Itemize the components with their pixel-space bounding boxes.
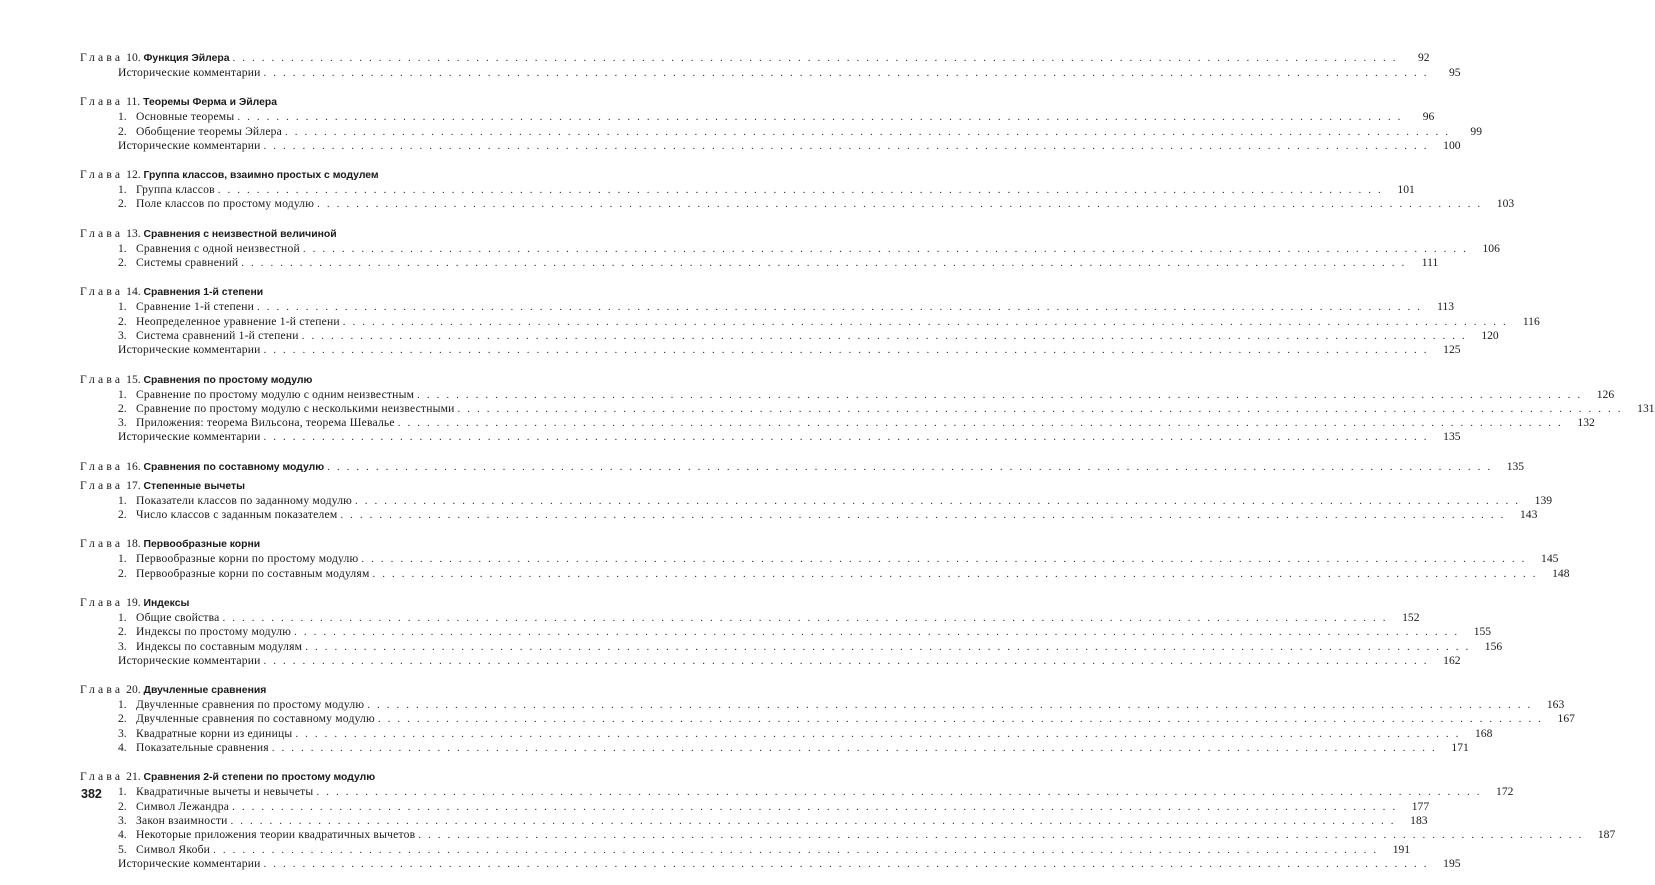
leader-dots: ........................................................................................................................ xyxy=(232,52,1403,64)
chapter-title: Сравнения 2-й степени по простому модулю xyxy=(143,772,376,784)
chapter-label: Глава xyxy=(80,168,124,182)
entry-number: 2. xyxy=(118,197,127,211)
chapter-heading-text xyxy=(80,372,312,388)
leader-dots: ........................................................................................................................ xyxy=(316,786,1487,799)
entry-title: Символ Лежандра xyxy=(136,799,230,813)
entry-page: 148 xyxy=(1552,566,1570,580)
chapter-label: Глава xyxy=(80,459,124,473)
chapter-section xyxy=(80,284,1540,357)
entry-page: 103 xyxy=(1496,197,1515,211)
chapter-section xyxy=(80,226,1500,271)
chapter-heading xyxy=(80,459,1525,475)
entry-number: 2. xyxy=(118,401,127,415)
chapter-heading-text xyxy=(80,595,189,611)
entry-title: Сравнение 1-й степени xyxy=(136,300,255,314)
leader-dots: ........................................................................................................................ xyxy=(397,417,1568,430)
entry-title: Исторические комментарии xyxy=(118,653,261,667)
toc-entry xyxy=(80,343,1461,357)
entry-page: 125 xyxy=(1443,343,1461,357)
chapter-section xyxy=(80,167,1515,212)
chapter-heading-text xyxy=(80,536,260,552)
chapter-section xyxy=(80,372,1655,445)
entry-number: 3. xyxy=(118,328,127,342)
chapter-title: Степенные вычеты xyxy=(143,480,245,492)
entry-title: Индексы по составным модулям xyxy=(136,639,303,653)
toc-entry xyxy=(80,625,1492,639)
entry-page: 187 xyxy=(1597,828,1616,842)
leader-dots: ........................................................................................................................ xyxy=(213,843,1384,856)
chapter-heading-text xyxy=(80,94,277,110)
entry-page: 101 xyxy=(1397,183,1415,197)
entry-title: Квадратные корни из единицы xyxy=(136,726,293,740)
entry-number: 2. xyxy=(118,712,127,726)
entry-number: 3. xyxy=(118,416,127,430)
leader-dots: ........................................................................................................................ xyxy=(263,857,1434,870)
entry-title: Закон взаимности xyxy=(136,813,228,827)
toc-entry xyxy=(80,566,1570,581)
entry-page: 152 xyxy=(1402,610,1420,624)
chapter-title: Группа классов, взаимно простых с модулем xyxy=(143,170,379,182)
leader-dots: ........................................................................................................................ xyxy=(263,654,1434,667)
entry-page: 171 xyxy=(1451,741,1469,755)
chapter-heading xyxy=(80,94,544,110)
leader-dots: ........................................................................................................................ xyxy=(305,640,1476,653)
entry-page: 168 xyxy=(1474,726,1493,740)
entry-page: 96 xyxy=(1422,110,1435,124)
leader-dots: ........................................................................................................................ xyxy=(340,509,1511,522)
entry-page: 143 xyxy=(1519,508,1538,522)
entry-title: Основные теоремы xyxy=(136,110,235,124)
entry-page: 167 xyxy=(1557,712,1575,726)
toc-entry xyxy=(80,799,1430,814)
chapter-label: Глава xyxy=(80,95,124,109)
toc-entry xyxy=(80,328,1499,343)
entry-number: 1. xyxy=(118,110,127,124)
entry-number: 2. xyxy=(118,508,127,522)
entry-number: 2. xyxy=(118,124,127,138)
toc-entry xyxy=(80,138,1461,153)
entry-page: 120 xyxy=(1481,328,1499,342)
entry-page: 99 xyxy=(1470,124,1483,138)
entry-number: 2. xyxy=(118,625,127,639)
chapter-number: 12. xyxy=(126,168,141,182)
chapter-label: Глава xyxy=(80,226,124,240)
entry-number: 1. xyxy=(118,241,127,255)
chapter-label: Глава xyxy=(80,683,124,697)
toc-entry xyxy=(80,416,1595,430)
entry-number: 1. xyxy=(118,300,127,314)
entry-title: Число классов с заданным показателем xyxy=(136,508,338,522)
entry-number: 1. xyxy=(118,698,127,712)
entry-page: 183 xyxy=(1410,813,1428,827)
entry-page: 139 xyxy=(1534,493,1553,507)
entry-title: Неопределенное уравнение 1-й степени xyxy=(136,314,340,328)
chapter-label: Глава xyxy=(80,285,124,299)
toc-entry xyxy=(80,842,1411,857)
chapter-heading xyxy=(80,595,544,611)
entry-page: 195 xyxy=(1443,856,1461,870)
entry-page: 116 xyxy=(1522,314,1540,328)
toc-entry xyxy=(80,197,1515,211)
chapter-heading-text xyxy=(80,50,230,66)
entry-page: 95 xyxy=(1448,66,1461,79)
entry-number: 1. xyxy=(118,493,127,507)
chapter-number: 16. xyxy=(126,459,141,473)
page-number: 382 xyxy=(81,787,102,801)
entry-title: Символ Якоби xyxy=(136,842,211,856)
entry-page: 135 xyxy=(1443,430,1461,444)
entry-title: Поле классов по простому модулю xyxy=(136,197,315,211)
chapter-heading xyxy=(80,226,544,242)
chapter-section xyxy=(80,94,1483,153)
entry-page: 132 xyxy=(1577,416,1595,430)
chapter-title: Двучленные сравнения xyxy=(143,685,267,697)
entry-number: 1. xyxy=(118,610,127,624)
entry-title: Первообразные корни по простому модулю xyxy=(136,552,359,566)
entry-number: 1. xyxy=(118,387,127,401)
chapter-page: 92 xyxy=(1417,51,1430,64)
chapter-heading xyxy=(80,50,1430,66)
chapter-number: 19. xyxy=(126,595,141,609)
leader-dots: ........................................................................................................................ xyxy=(217,184,1388,197)
chapter-section xyxy=(80,478,1553,523)
entry-page: 145 xyxy=(1541,552,1559,566)
entry-page: 106 xyxy=(1482,241,1500,255)
chapter-heading-text xyxy=(80,167,379,183)
leader-dots: ........................................................................................................................ xyxy=(317,198,1488,211)
entry-title: Обобщение теоремы Эйлера xyxy=(136,124,283,138)
leader-dots: ........................................................................................................................ xyxy=(285,125,1456,138)
chapter-section xyxy=(80,595,1503,668)
toc-entry xyxy=(80,256,1439,270)
leader-dots: ........................................................................................................................ xyxy=(327,460,1498,473)
toc-entry xyxy=(80,639,1503,654)
entry-number: 1. xyxy=(118,785,127,799)
toc-entry xyxy=(80,856,1461,871)
leader-dots: ........................................................................................................................ xyxy=(355,494,1526,507)
entry-title: Исторические комментарии xyxy=(118,66,261,79)
leader-dots: ........................................................................................................................ xyxy=(367,699,1538,712)
chapter-heading xyxy=(80,769,544,785)
leader-dots: ........................................................................................................................ xyxy=(342,315,1513,328)
entry-title: Исторические комментарии xyxy=(118,138,261,152)
entry-number: 2. xyxy=(118,314,127,328)
toc-entry xyxy=(80,401,1655,416)
toc-entry xyxy=(80,124,1483,139)
toc-entry xyxy=(80,183,1415,197)
toc-entry xyxy=(80,508,1538,522)
chapter-heading xyxy=(80,536,544,552)
entry-title: Двучленные сравнения по составному модулю xyxy=(136,712,375,726)
entry-title: Система сравнений 1-й степени xyxy=(136,328,299,342)
chapter-page: 135 xyxy=(1506,459,1525,473)
entry-page: 100 xyxy=(1443,138,1461,152)
entry-page: 156 xyxy=(1484,639,1503,653)
toc-entry xyxy=(80,653,1461,668)
chapter-number: 18. xyxy=(126,537,141,551)
entry-number: 3. xyxy=(118,726,127,740)
entry-title: Сравнение по простому модулю с одним неизвестным xyxy=(136,387,415,401)
chapter-heading-text xyxy=(80,284,263,300)
toc-entry xyxy=(80,493,1553,508)
leader-dots: ........................................................................................................................ xyxy=(230,814,1401,827)
leader-dots: ........................................................................................................................ xyxy=(232,800,1403,813)
leader-dots: ........................................................................................................................ xyxy=(417,388,1588,401)
entry-page: 172 xyxy=(1496,785,1514,799)
chapter-number: 15. xyxy=(126,372,141,386)
toc-entry xyxy=(80,828,1616,842)
entry-page: 131 xyxy=(1637,401,1655,415)
entry-number: 1. xyxy=(118,183,127,197)
toc-entry xyxy=(80,712,1575,726)
chapter-number: 11. xyxy=(126,95,141,109)
table-of-contents xyxy=(80,50,1655,885)
chapter-heading xyxy=(80,167,544,183)
leader-dots: ........................................................................................................................ xyxy=(222,611,1393,624)
chapter-number: 21. xyxy=(126,770,141,784)
chapter-number: 14. xyxy=(126,285,141,299)
chapter-heading-text xyxy=(80,769,375,785)
entry-page: 162 xyxy=(1443,653,1461,667)
toc-entry xyxy=(80,110,1435,124)
toc-entry xyxy=(80,698,1565,712)
leader-dots: ........................................................................................................................ xyxy=(263,67,1434,79)
chapter-title: Теоремы Ферма и Эйлера xyxy=(143,97,277,109)
leader-dots: ........................................................................................................................ xyxy=(302,242,1473,255)
leader-dots: ........................................................................................................................ xyxy=(271,742,1442,755)
leader-dots: ........................................................................................................................ xyxy=(457,402,1628,415)
chapter-title: Первообразные корни xyxy=(143,539,261,551)
leader-dots: ........................................................................................................................ xyxy=(263,344,1434,357)
chapter-section xyxy=(80,459,1525,475)
chapter-title: Сравнения 1-й степени xyxy=(143,287,264,299)
leader-dots: ........................................................................................................................ xyxy=(263,139,1434,152)
toc-entry xyxy=(80,726,1493,741)
entry-page: 191 xyxy=(1392,842,1411,856)
entry-number: 2. xyxy=(118,799,127,813)
leader-dots: ........................................................................................................................ xyxy=(377,713,1548,726)
toc-entry xyxy=(80,610,1420,625)
chapter-title: Сравнения по простому модулю xyxy=(143,374,313,386)
chapter-label: Глава xyxy=(80,537,124,551)
chapter-title: Индексы xyxy=(143,597,190,609)
chapter-section xyxy=(80,682,1575,755)
leader-dots: ........................................................................................................................ xyxy=(257,301,1428,314)
entry-page: 111 xyxy=(1421,256,1439,270)
leader-dots: ........................................................................................................................ xyxy=(372,567,1543,580)
entry-title: Сравнение по простому модулю с несколькими неизвестными xyxy=(136,401,455,415)
leader-dots: ........................................................................................................................ xyxy=(241,257,1412,270)
entry-title: Квадратичные вычеты и невычеты xyxy=(136,785,314,799)
toc-entry xyxy=(80,241,1500,256)
chapter-heading-text xyxy=(80,478,245,494)
chapter-number: 17. xyxy=(126,478,141,492)
entry-title: Группа классов xyxy=(136,183,215,197)
chapter-label: Глава xyxy=(80,770,124,784)
chapter-heading xyxy=(80,284,544,300)
entry-title: Показатели классов по заданному модулю xyxy=(136,493,353,507)
entry-title: Исторические комментарии xyxy=(118,343,261,357)
leader-dots: ........................................................................................................................ xyxy=(301,329,1472,342)
toc-entry xyxy=(80,552,1559,566)
chapter-title: Сравнения по составному модулю xyxy=(143,461,325,473)
entry-number: 4. xyxy=(118,741,127,755)
entry-page: 113 xyxy=(1437,300,1455,314)
entry-title: Некоторые приложения теории квадратичных вычетов xyxy=(136,828,416,842)
leader-dots: ........................................................................................................................ xyxy=(263,431,1434,444)
entry-title: Индексы по простому модулю xyxy=(136,625,292,639)
leader-dots: ........................................................................................................................ xyxy=(237,111,1408,124)
entry-title: Первообразные корни по составным модулям xyxy=(136,566,370,580)
entry-title: Показательные сравнения xyxy=(136,741,269,755)
chapter-section xyxy=(80,536,1570,581)
leader-dots: ........................................................................................................................ xyxy=(361,553,1532,566)
chapter-label: Глава xyxy=(80,478,124,492)
toc-entry xyxy=(80,300,1455,314)
entry-number: 3. xyxy=(118,639,127,653)
entry-page: 155 xyxy=(1473,625,1492,639)
entry-title: Исторические комментарии xyxy=(118,856,261,870)
chapter-label: Глава xyxy=(80,595,124,609)
chapter-heading-text xyxy=(80,226,337,242)
chapter-section xyxy=(80,769,1616,871)
toc-entry xyxy=(80,314,1540,329)
entry-number: 1. xyxy=(118,552,127,566)
toc-entry xyxy=(80,813,1428,828)
entry-number: 3. xyxy=(118,813,127,827)
chapter-heading xyxy=(80,372,544,388)
entry-page: 126 xyxy=(1596,387,1615,401)
chapter-label: Глава xyxy=(80,51,124,64)
entry-title: Приложения: теорема Вильсона, теорема Шевалье xyxy=(136,416,395,430)
chapter-section xyxy=(80,50,1461,80)
entry-title: Системы сравнений xyxy=(136,256,239,270)
chapter-heading xyxy=(80,682,544,698)
chapter-number: 10. xyxy=(126,51,141,64)
entry-page: 163 xyxy=(1546,698,1565,712)
toc-entry xyxy=(80,430,1461,444)
entry-number: 2. xyxy=(118,566,127,580)
chapter-title: Сравнения с неизвестной величиной xyxy=(143,228,337,240)
chapter-heading xyxy=(80,478,544,494)
entry-page: 177 xyxy=(1411,799,1430,813)
chapter-heading-text xyxy=(80,682,266,698)
leader-dots: ........................................................................................................................ xyxy=(294,626,1465,639)
entry-number: 4. xyxy=(118,828,127,842)
chapter-heading-text xyxy=(80,459,324,475)
leader-dots: ........................................................................................................................ xyxy=(418,829,1589,842)
chapter-number: 20. xyxy=(126,683,141,697)
chapter-title: Функция Эйлера xyxy=(143,53,230,64)
chapter-number: 13. xyxy=(126,226,141,240)
toc-entry xyxy=(80,785,1514,799)
entry-title: Сравнения с одной неизвестной xyxy=(136,241,300,255)
entry-number: 2. xyxy=(118,256,127,270)
toc-entry xyxy=(80,741,1469,755)
chapter-label: Глава xyxy=(80,372,124,386)
toc-entry xyxy=(80,66,1461,80)
leader-dots: ........................................................................................................................ xyxy=(295,727,1466,740)
entry-title: Исторические комментарии xyxy=(118,430,261,444)
entry-title: Общие свойства xyxy=(136,610,220,624)
toc-entry xyxy=(80,387,1615,402)
entry-number: 5. xyxy=(118,842,127,856)
entry-title: Двучленные сравнения по простому модулю xyxy=(136,698,365,712)
